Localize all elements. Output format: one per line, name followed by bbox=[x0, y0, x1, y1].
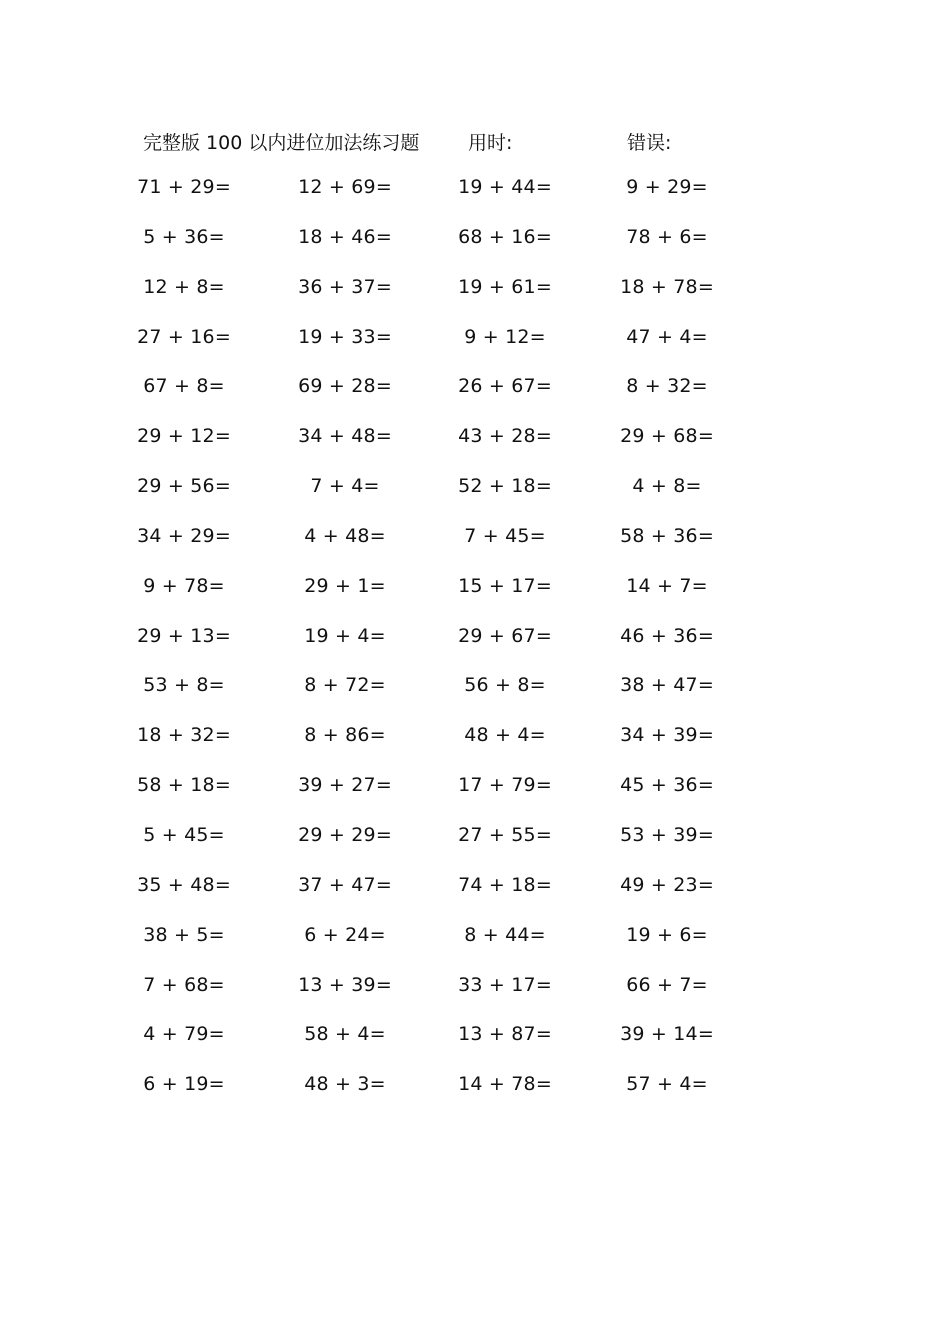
problem-row bbox=[0, 774, 950, 824]
addition-problem: 36 + 37= bbox=[298, 275, 392, 298]
addition-problem: 58 + 4= bbox=[304, 1023, 386, 1046]
addition-problem: 35 + 48= bbox=[137, 873, 231, 896]
addition-problem: 9 + 29= bbox=[626, 176, 708, 198]
problem-row bbox=[0, 724, 950, 774]
problem-row bbox=[0, 326, 950, 376]
problem-row bbox=[0, 425, 950, 475]
addition-problem: 8 + 86= bbox=[304, 724, 386, 747]
addition-problem: 29 + 56= bbox=[137, 475, 231, 498]
addition-problem: 39 + 14= bbox=[620, 1023, 714, 1046]
addition-problem: 46 + 36= bbox=[620, 624, 714, 647]
addition-problem: 53 + 39= bbox=[620, 823, 714, 846]
addition-problem: 67 + 8= bbox=[143, 375, 225, 398]
addition-problem: 33 + 17= bbox=[458, 973, 552, 996]
problem-row bbox=[0, 525, 950, 575]
addition-problem: 29 + 13= bbox=[137, 624, 231, 647]
problem-row bbox=[0, 375, 950, 425]
addition-problem: 8 + 72= bbox=[304, 674, 386, 697]
worksheet-header bbox=[0, 128, 950, 158]
addition-problem: 34 + 29= bbox=[137, 524, 231, 547]
addition-problem: 27 + 55= bbox=[458, 823, 552, 846]
addition-problem: 29 + 68= bbox=[620, 425, 714, 448]
problem-row bbox=[0, 874, 950, 924]
addition-problem: 47 + 4= bbox=[626, 325, 708, 348]
addition-problem: 8 + 44= bbox=[464, 923, 546, 946]
addition-problem: 29 + 29= bbox=[298, 823, 392, 846]
addition-problem: 43 + 28= bbox=[458, 425, 552, 448]
problem-row bbox=[0, 824, 950, 874]
addition-problem: 15 + 17= bbox=[458, 574, 552, 597]
addition-problem: 17 + 79= bbox=[458, 774, 552, 797]
problem-row bbox=[0, 974, 950, 1024]
addition-problem: 68 + 16= bbox=[458, 225, 552, 248]
addition-problem: 69 + 28= bbox=[298, 375, 392, 398]
addition-problem: 71 + 29= bbox=[137, 176, 231, 198]
worksheet-title: 完整版 100 以内进位加法练习题 bbox=[143, 132, 420, 154]
problem-row bbox=[0, 176, 950, 226]
addition-problem: 34 + 48= bbox=[298, 425, 392, 448]
addition-problem: 49 + 23= bbox=[620, 873, 714, 896]
addition-problem: 29 + 12= bbox=[137, 425, 231, 448]
addition-problem: 14 + 7= bbox=[626, 574, 708, 597]
addition-problem: 52 + 18= bbox=[458, 475, 552, 498]
addition-problem: 8 + 32= bbox=[626, 375, 708, 398]
addition-problem: 18 + 78= bbox=[620, 275, 714, 298]
addition-problem: 45 + 36= bbox=[620, 774, 714, 797]
addition-problem: 58 + 36= bbox=[620, 524, 714, 547]
addition-problem: 27 + 16= bbox=[137, 325, 231, 348]
problem-row bbox=[0, 674, 950, 724]
addition-problem: 57 + 4= bbox=[626, 1073, 708, 1096]
addition-problem: 14 + 78= bbox=[458, 1073, 552, 1096]
problem-row bbox=[0, 625, 950, 675]
problem-row bbox=[0, 924, 950, 974]
addition-problem: 9 + 12= bbox=[464, 325, 546, 348]
addition-problem: 74 + 18= bbox=[458, 873, 552, 896]
addition-problem: 6 + 19= bbox=[143, 1073, 225, 1096]
problem-grid bbox=[0, 176, 950, 1123]
addition-problem: 13 + 87= bbox=[458, 1023, 552, 1046]
addition-problem: 13 + 39= bbox=[298, 973, 392, 996]
addition-problem: 18 + 32= bbox=[137, 724, 231, 747]
addition-problem: 66 + 7= bbox=[626, 973, 708, 996]
problem-row bbox=[0, 276, 950, 326]
addition-problem: 19 + 6= bbox=[626, 923, 708, 946]
addition-problem: 5 + 45= bbox=[143, 823, 225, 846]
addition-problem: 18 + 46= bbox=[298, 225, 392, 248]
errors-label: 错误: bbox=[627, 132, 672, 154]
addition-problem: 37 + 47= bbox=[298, 873, 392, 896]
addition-problem: 53 + 8= bbox=[143, 674, 225, 697]
addition-problem: 7 + 4= bbox=[310, 475, 380, 498]
addition-problem: 29 + 1= bbox=[304, 574, 386, 597]
addition-problem: 19 + 4= bbox=[304, 624, 386, 647]
addition-problem: 9 + 78= bbox=[143, 574, 225, 597]
addition-problem: 7 + 45= bbox=[464, 524, 546, 547]
addition-problem: 56 + 8= bbox=[464, 674, 546, 697]
time-label: 用时: bbox=[468, 132, 513, 154]
addition-problem: 12 + 69= bbox=[298, 176, 392, 198]
addition-problem: 39 + 27= bbox=[298, 774, 392, 797]
addition-problem: 7 + 68= bbox=[143, 973, 225, 996]
addition-problem: 48 + 4= bbox=[464, 724, 546, 747]
addition-problem: 38 + 5= bbox=[143, 923, 225, 946]
addition-problem: 12 + 8= bbox=[143, 275, 225, 298]
addition-problem: 34 + 39= bbox=[620, 724, 714, 747]
addition-problem: 19 + 44= bbox=[458, 176, 552, 198]
problem-row bbox=[0, 475, 950, 525]
addition-problem: 19 + 33= bbox=[298, 325, 392, 348]
addition-problem: 26 + 67= bbox=[458, 375, 552, 398]
addition-problem: 58 + 18= bbox=[137, 774, 231, 797]
problem-row bbox=[0, 1023, 950, 1073]
problem-row bbox=[0, 226, 950, 276]
addition-problem: 19 + 61= bbox=[458, 275, 552, 298]
problem-row bbox=[0, 575, 950, 625]
problem-row bbox=[0, 1073, 950, 1123]
addition-problem: 5 + 36= bbox=[143, 225, 225, 248]
addition-problem: 6 + 24= bbox=[304, 923, 386, 946]
addition-problem: 48 + 3= bbox=[304, 1073, 386, 1096]
addition-problem: 78 + 6= bbox=[626, 225, 708, 248]
addition-problem: 4 + 48= bbox=[304, 524, 386, 547]
addition-problem: 29 + 67= bbox=[458, 624, 552, 647]
addition-problem: 4 + 79= bbox=[143, 1023, 225, 1046]
addition-problem: 38 + 47= bbox=[620, 674, 714, 697]
addition-problem: 4 + 8= bbox=[632, 475, 702, 498]
